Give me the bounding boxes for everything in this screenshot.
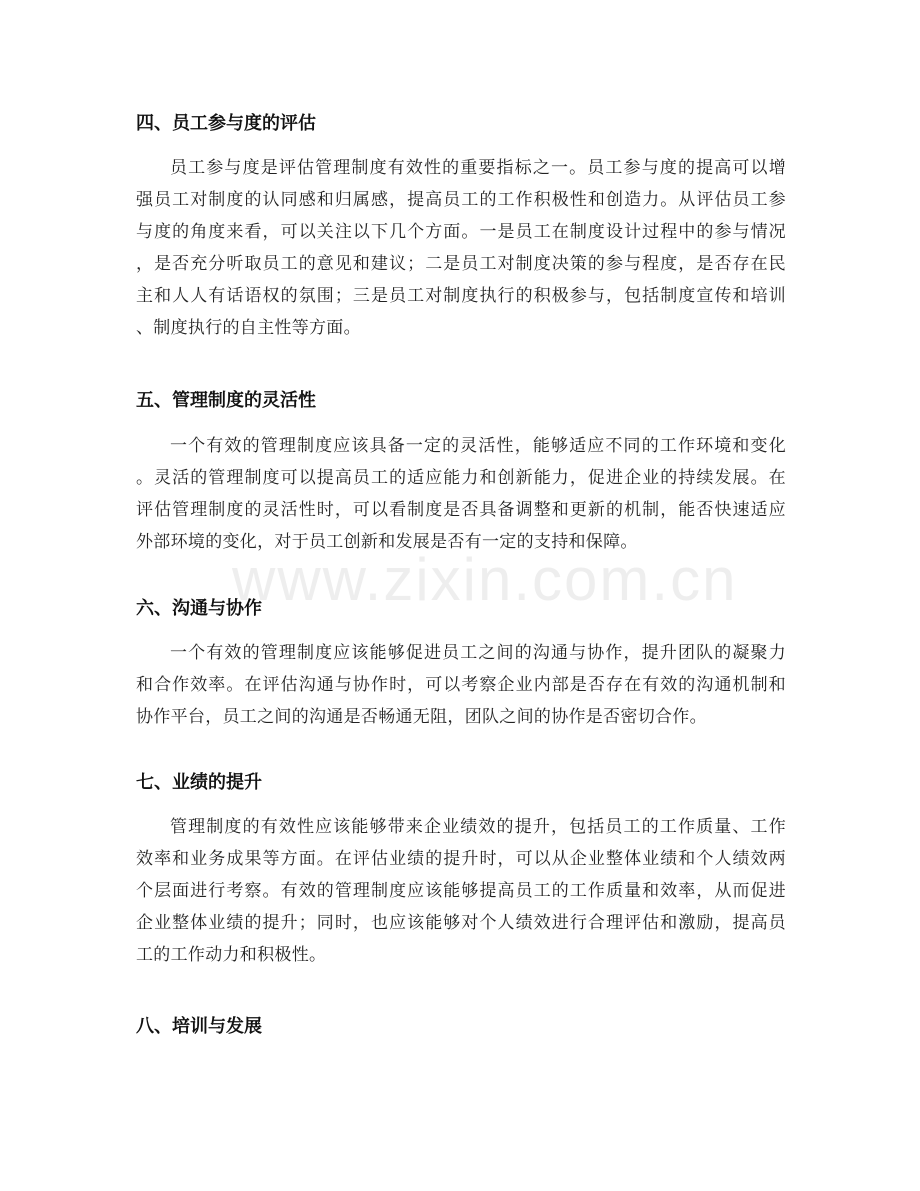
paragraph-line: 和合作效率。在评估沟通与协作时，可以考察企业内部是否存在有效的沟通机制和 [136, 675, 786, 695]
paragraph-line: 。灵活的管理制度可以提高员工的适应能力和创新能力，促进企业的持续发展。在 [136, 468, 786, 488]
paragraph-line: 协作平台，员工之间的沟通是否畅通无阻，团队之间的协作是否密切合作。 [136, 707, 707, 727]
paragraph-line: 外部环境的变化，对于员工创新和发展是否有一定的支持和保障。 [136, 532, 638, 552]
paragraph-line: 管理制度的有效性应该能够带来企业绩效的提升，包括员工的工作质量、工作 [170, 817, 786, 837]
paragraph-line: 、制度执行的自主性等方面。 [136, 318, 361, 338]
paragraph-line: 强员工对制度的认同感和归属感，提高员工的工作积极性和创造力。从评估员工参 [136, 190, 786, 210]
section-paragraph [136, 152, 786, 344]
paragraph-line: 企业整体业绩的提升；同时，也应该能够对个人绩效进行合理评估和激励，提高员 [136, 913, 786, 933]
paragraph-line: 一个有效的管理制度应该能够促进员工之间的沟通与协作，提升团队的凝聚力 [170, 643, 786, 663]
paragraph-line: 效率和业务成果等方面。在评估业绩的提升时，可以从企业整体业绩和个人绩效两 [136, 849, 786, 869]
section-paragraph [136, 811, 786, 971]
section-heading: 六、沟通与协作 [136, 598, 262, 619]
paragraph-line: 与度的角度来看，可以关注以下几个方面。一是员工在制度设计过程中的参与情况 [136, 222, 786, 242]
section-paragraph [136, 430, 786, 558]
watermark: www.zixin.com.cn [232, 546, 738, 613]
paragraph-line: 主和人人有话语权的氛围；三是员工对制度执行的积极参与，包括制度宣传和培训 [136, 286, 786, 306]
paragraph-line: 个层面进行考察。有效的管理制度应该能够提高员工的工作质量和效率，从而促进 [136, 881, 786, 901]
paragraph-line: 一个有效的管理制度应该具备一定的灵活性，能够适应不同的工作环境和变化 [170, 436, 786, 456]
paragraph-line: 员工参与度是评估管理制度有效性的重要指标之一。员工参与度的提高可以增 [170, 158, 786, 178]
section-heading: 八、培训与发展 [136, 1016, 262, 1037]
paragraph-line: ，是否充分听取员工的意见和建议；二是员工对制度决策的参与程度，是否存在民 [136, 254, 786, 274]
paragraph-line: 工的工作动力和积极性。 [136, 945, 327, 965]
paragraph-line: 评估管理制度的灵活性时，可以看制度是否具备调整和更新的机制，能否快速适应 [136, 500, 786, 520]
section-paragraph [136, 637, 786, 733]
section-heading: 四、员工参与度的评估 [136, 113, 316, 134]
section-heading: 七、业绩的提升 [136, 772, 262, 793]
section-heading: 五、管理制度的灵活性 [136, 390, 316, 411]
